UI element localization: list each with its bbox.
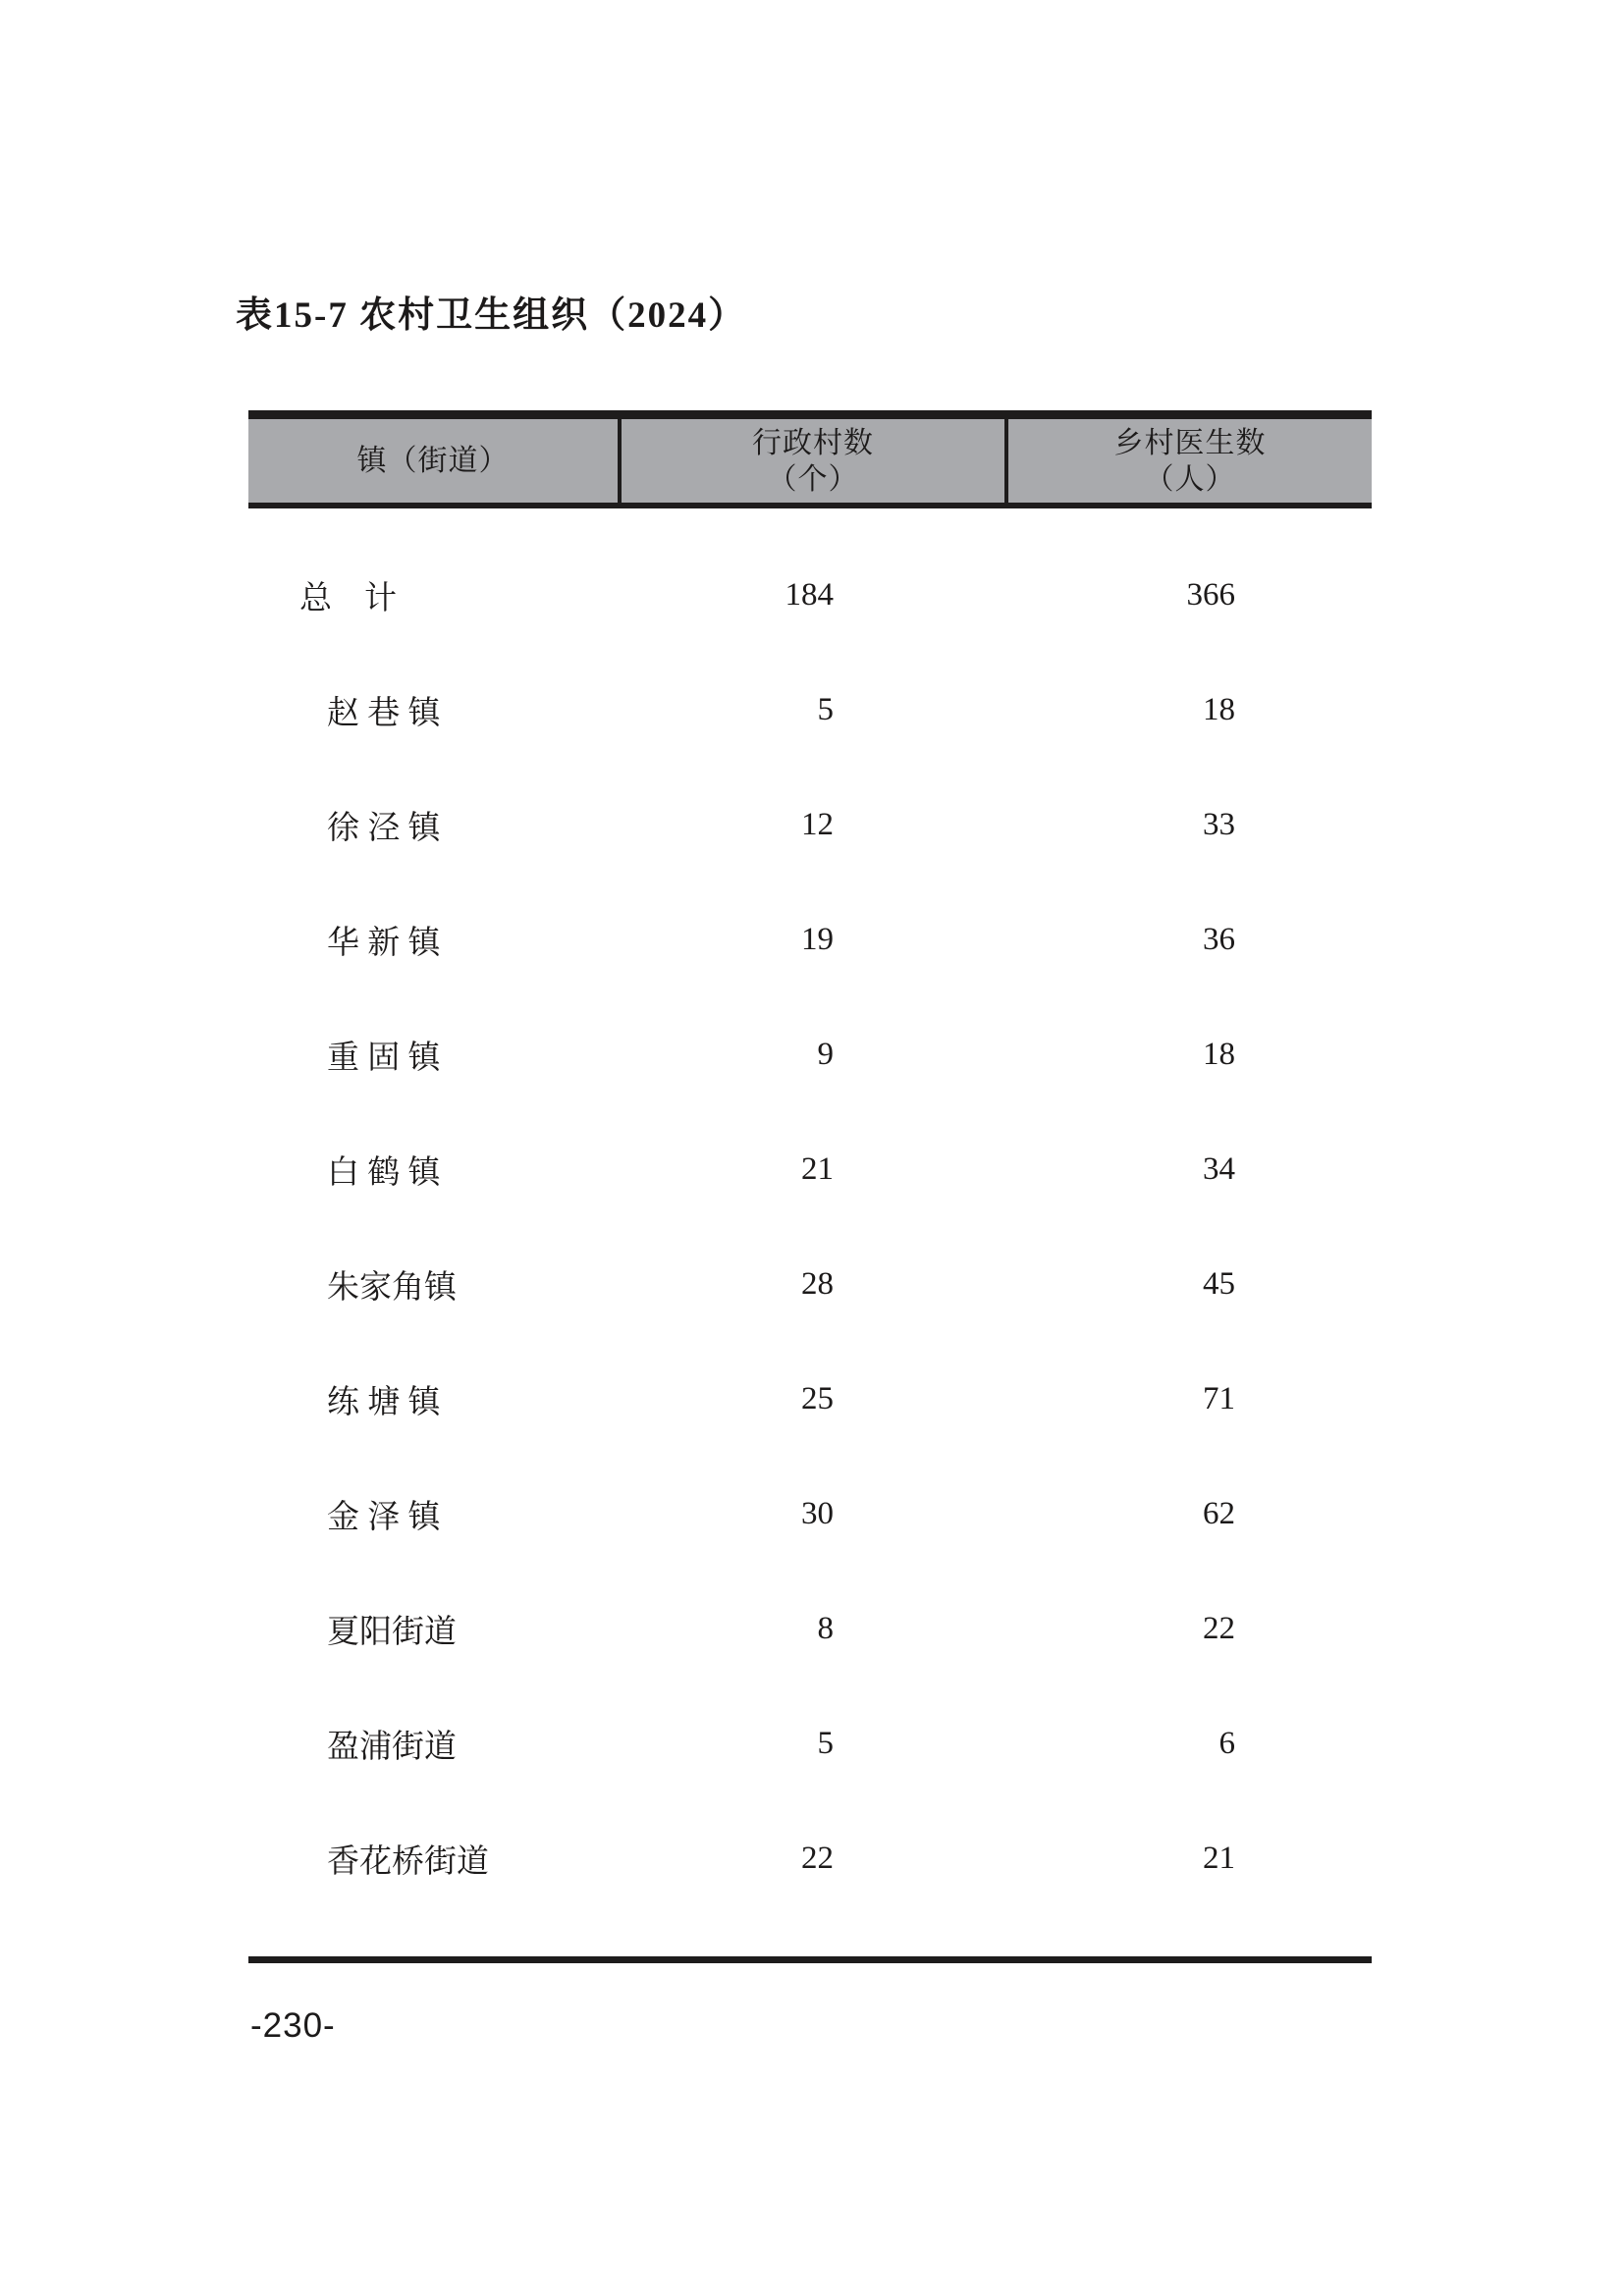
doctors-count: 62 [1203, 1496, 1235, 1531]
table-title: 表15-7 农村卫生组织（2024） [236, 295, 747, 336]
doctors-count: 22 [1203, 1611, 1235, 1646]
header-cell-villages [618, 419, 1004, 503]
table-row [248, 1801, 1372, 1916]
table-row [248, 538, 1372, 653]
table-row [248, 1342, 1372, 1457]
town-name: 总 计 [299, 581, 397, 616]
table-row [248, 997, 1372, 1112]
table-row [248, 653, 1372, 768]
table-row [248, 1227, 1372, 1342]
villages-count: 9 [817, 1037, 834, 1072]
villages-count: 19 [801, 922, 834, 957]
table-row [248, 882, 1372, 997]
header-unit: （个） [767, 462, 859, 496]
town-name: 重 固 镇 [327, 1041, 441, 1076]
stats-table [248, 410, 1372, 1963]
doctors-count: 71 [1203, 1381, 1235, 1416]
header-cell-town [248, 419, 618, 503]
town-name: 朱家角镇 [327, 1270, 457, 1306]
doctors-count: 18 [1203, 692, 1235, 727]
villages-count: 5 [817, 1726, 834, 1761]
town-name: 白 鹤 镇 [327, 1155, 441, 1191]
doctors-count: 21 [1203, 1841, 1235, 1876]
header-unit: （人） [1144, 462, 1236, 496]
page-number: -230- [250, 2006, 336, 2045]
villages-count: 30 [801, 1496, 834, 1531]
header-label: 镇（街道） [356, 445, 510, 477]
table-header-row [248, 410, 1372, 508]
town-name: 练 塘 镇 [327, 1385, 441, 1420]
villages-count: 5 [817, 692, 834, 727]
town-name: 香花桥街道 [327, 1844, 489, 1880]
town-name: 华 新 镇 [327, 926, 441, 961]
villages-count: 22 [801, 1841, 834, 1876]
town-name: 金 泽 镇 [327, 1500, 441, 1535]
table-row [248, 768, 1372, 882]
table-row [248, 1112, 1372, 1227]
table-body [248, 508, 1372, 1963]
table-row [248, 1572, 1372, 1686]
header-cell-doctors [1004, 419, 1372, 503]
doctors-count: 34 [1203, 1151, 1235, 1187]
doctors-count: 6 [1218, 1726, 1235, 1761]
doctors-count: 18 [1203, 1037, 1235, 1072]
header-label: 行政村数 [752, 426, 874, 459]
doctors-count: 33 [1203, 807, 1235, 842]
town-name: 夏阳街道 [327, 1615, 457, 1650]
table-row [248, 1457, 1372, 1572]
doctors-count: 366 [1186, 577, 1235, 613]
villages-count: 184 [785, 577, 834, 613]
doctors-count: 36 [1203, 922, 1235, 957]
table-row [248, 1686, 1372, 1801]
town-name: 赵 巷 镇 [327, 696, 441, 731]
town-name: 徐 泾 镇 [327, 811, 441, 846]
villages-count: 8 [817, 1611, 834, 1646]
villages-count: 25 [801, 1381, 834, 1416]
header-label: 乡村医生数 [1113, 426, 1267, 459]
villages-count: 28 [801, 1266, 834, 1302]
villages-count: 12 [801, 807, 834, 842]
villages-count: 21 [801, 1151, 834, 1187]
doctors-count: 45 [1203, 1266, 1235, 1302]
town-name: 盈浦街道 [327, 1730, 457, 1765]
